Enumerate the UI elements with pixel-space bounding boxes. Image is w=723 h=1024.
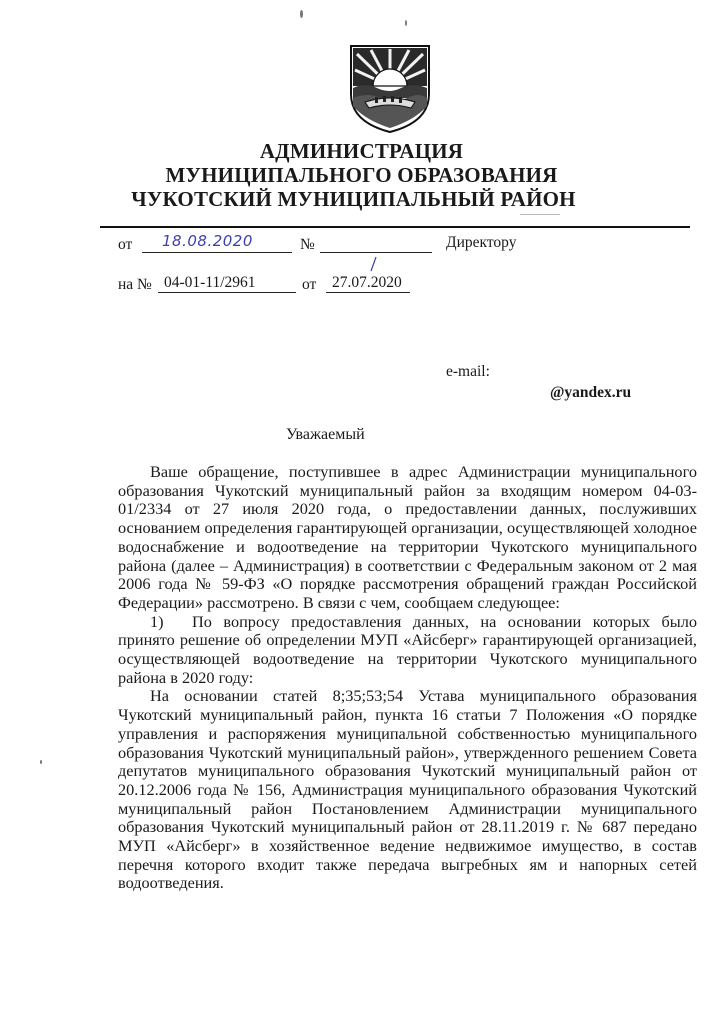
handwritten-mark — [368, 256, 378, 272]
scan-speck — [520, 214, 560, 215]
on-date-label: от — [302, 276, 317, 293]
addressee-title: Директору — [446, 234, 517, 251]
number-label: № — [300, 236, 315, 253]
letter-body — [118, 463, 697, 893]
scan-speck — [300, 10, 303, 18]
scan-speck — [40, 760, 42, 764]
from-label: от — [118, 236, 133, 253]
org-title-line-2: МУНИЦИПАЛЬНОГО ОБРАЗОВАНИЯ — [165, 163, 558, 187]
number-line — [320, 234, 432, 253]
on-number-value: 04-01-11/2961 — [164, 274, 256, 291]
email-domain: @yandex.ru — [550, 384, 632, 401]
org-title-line-3: ЧУКОТСКИЙ МУНИЦИПАЛЬНЫЙ РАЙОН — [131, 187, 576, 211]
email-label: e-mail: — [446, 363, 490, 380]
on-number-label: на № — [118, 276, 152, 293]
from-date-handwritten: 18.08.2020 — [162, 232, 253, 250]
org-title-line-1: АДМИНИСТРАЦИЯ — [259, 139, 464, 163]
on-date-value: 27.07.2020 — [332, 274, 402, 291]
list-item-1-text: По вопросу предоставления данных, на основании которых было принято решение об определении МУП «Айсберг» гарантирующей организацией, осуществляющей водоотведение на территории Чукотского муниципального района в 2020 году: — [118, 611, 697, 687]
basis-paragraph: На основании статей 8;35;53;54 Устава муниципального образования Чукотский муниципальный район, пункта 16 статьи 7 Положения «О порядке управления и распоряжения муниципальной собственностью муниципального образования Чукотский муниципальный район», утвержденного решением Совета депутатов муниципального образования Чукотский муниципальный район от 20.12.2006 года № 156, Администрация муниципального образования Чукотский муниципальный район Постановлением Администрации муниципального образования Чукотский муниципальный район от 28.11.2019 г. № 687 передано МУП «Айсберг» в хозяйственное ведение недвижимое имущество, в состав перечня которого входит также передача выгребных ям и напорных сетей водоотведения. — [118, 686, 697, 893]
scan-speck — [405, 20, 407, 26]
header-rule — [100, 226, 690, 228]
coat-of-arms-emblem — [345, 42, 435, 134]
list-item-1 — [118, 613, 697, 688]
list-item-1-number: 1) — [150, 611, 164, 631]
salutation: Уважаемый — [286, 426, 365, 443]
intro-paragraph: Ваше обращение, поступившее в адрес Администрации муниципального образования Чукотский муниципальный район за входящим номером 04-03-01/2334 от 27 июля 2020 года, о предоставлении данных, послуживших основанием определения гарантирующей организации, осуществляющей холодное водоснабжение и водоотведение на территории Чукотского муниципального района (далее – Администрация) в соответствии с Федеральным законом от 2 мая 2006 года № 59-ФЗ «О порядке рассмотрения обращений граждан Российской Федерации» рассмотрено. В связи с чем, сообщаем следующее: — [118, 462, 697, 612]
